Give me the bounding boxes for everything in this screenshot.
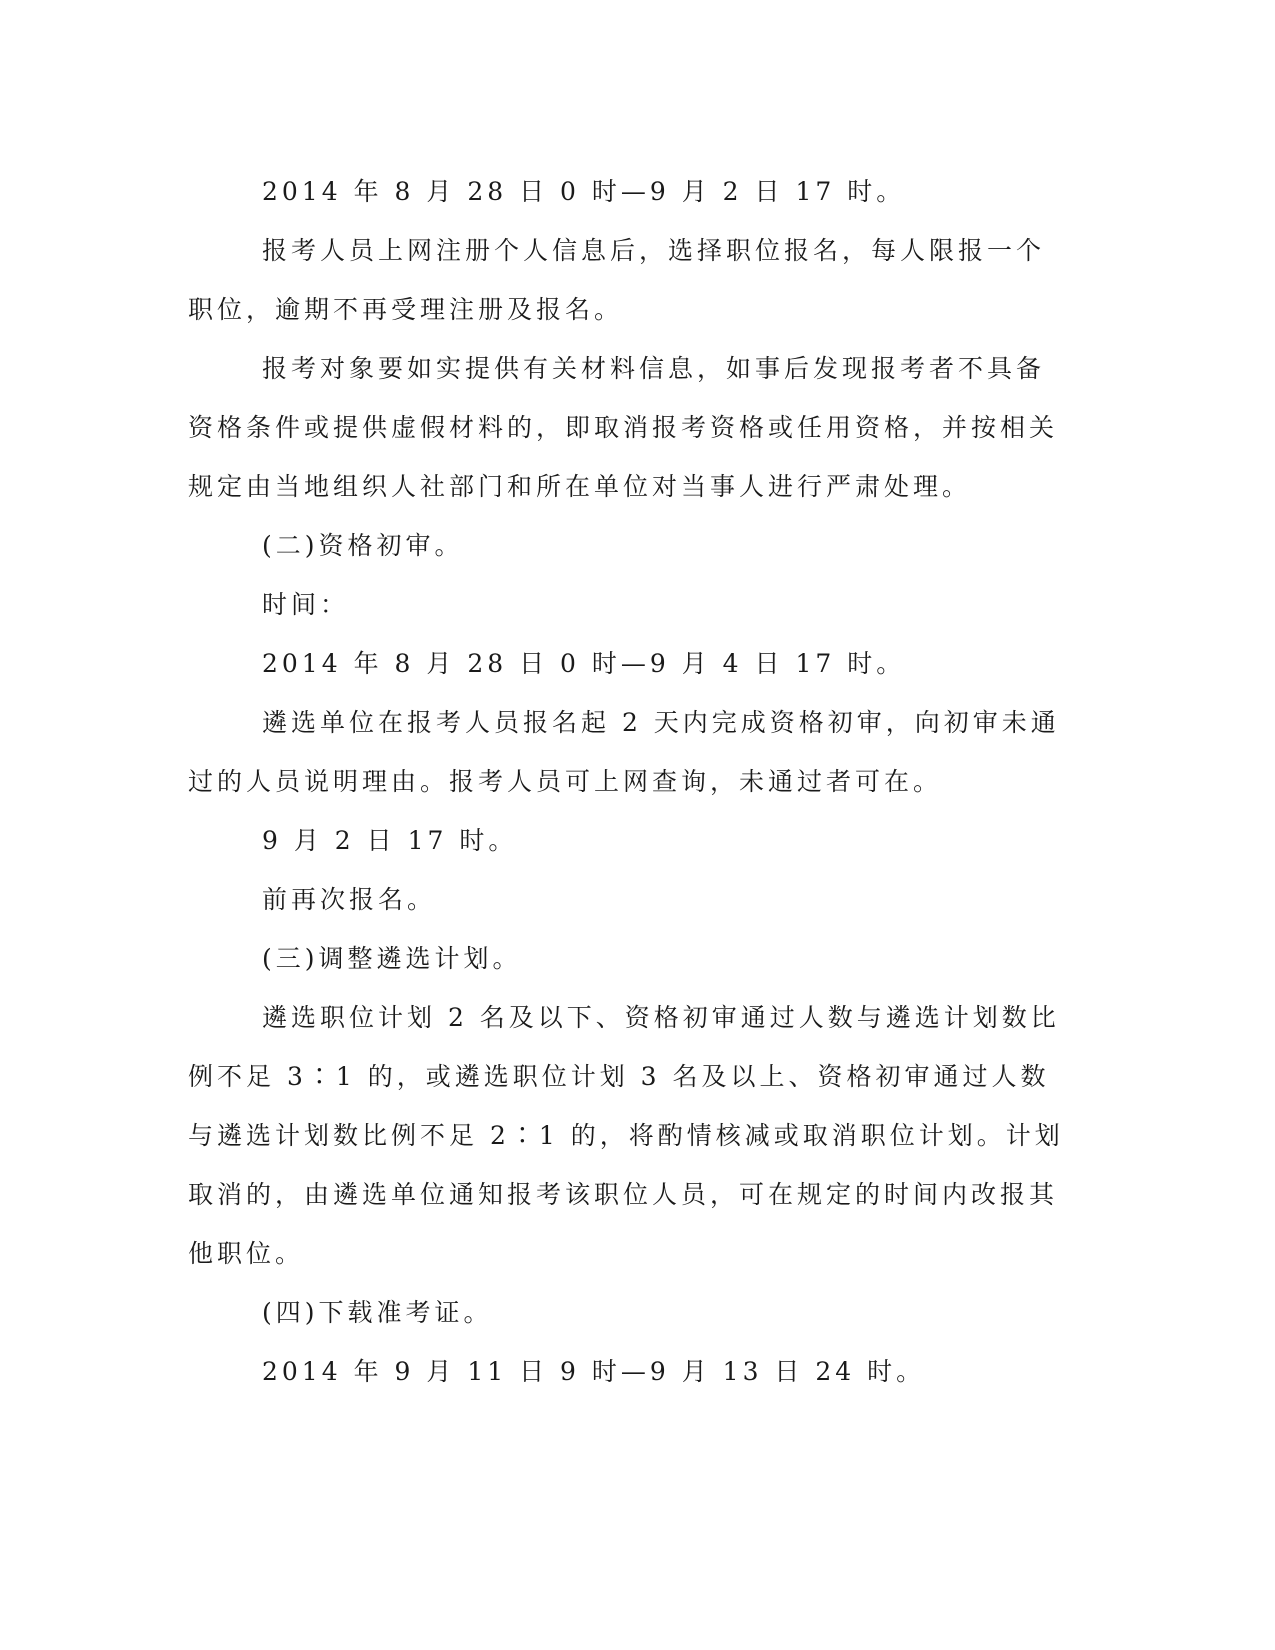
- paragraph-adjust-plan-rules: 遴选职位计划 2 名及以下、资格初审通过人数与遴选计划数比例不足 3∶1 的，或遴选职位计划 3 名及以上、资格初审通过人数与遴选计划数比例不足 2∶1 的，将酌情核减或取消职位计划。计划取消的，由遴选单位通知报考该职位人员，可在规定的时间内改报其他职位。: [188, 1003, 1064, 1268]
- section-heading-adjust-plan: (三)调整遴选计划。: [262, 944, 522, 973]
- paragraph-reregister-deadline: 9 月 2 日 17 时。: [262, 826, 518, 855]
- section-heading-qualification-review: (二)资格初审。: [262, 531, 464, 560]
- paragraph-review-time: 2014 年 8 月 28 日 0 时—9 月 4 日 17 时。: [262, 649, 906, 678]
- paragraph-registration-rules: 报考人员上网注册个人信息后，选择职位报名，每人限报一个职位，逾期不再受理注册及报名。: [188, 236, 1046, 324]
- document-body: [188, 162, 1068, 1401]
- paragraph-reregister: 前再次报名。: [262, 885, 437, 914]
- paragraph-registration-time: 2014 年 8 月 28 日 0 时—9 月 2 日 17 时。: [262, 177, 906, 206]
- section-heading-admission-ticket: (四)下载准考证。: [262, 1298, 493, 1327]
- paragraph-truthful-info: 报考对象要如实提供有关材料信息，如事后发现报考者不具备资格条件或提供虚假材料的，即取消报考资格或任用资格，并按相关规定由当地组织人社部门和所在单位对当事人进行严肃处理。: [188, 354, 1059, 501]
- paragraph-time-label: 时间：: [262, 590, 350, 619]
- paragraph-admission-ticket-time: 2014 年 9 月 11 日 9 时—9 月 13 日 24 时。: [262, 1357, 926, 1386]
- paragraph-review-process: 遴选单位在报考人员报名起 2 天内完成资格初审，向初审未通过的人员说明理由。报考人员可上网查询，未通过者可在。: [188, 708, 1060, 796]
